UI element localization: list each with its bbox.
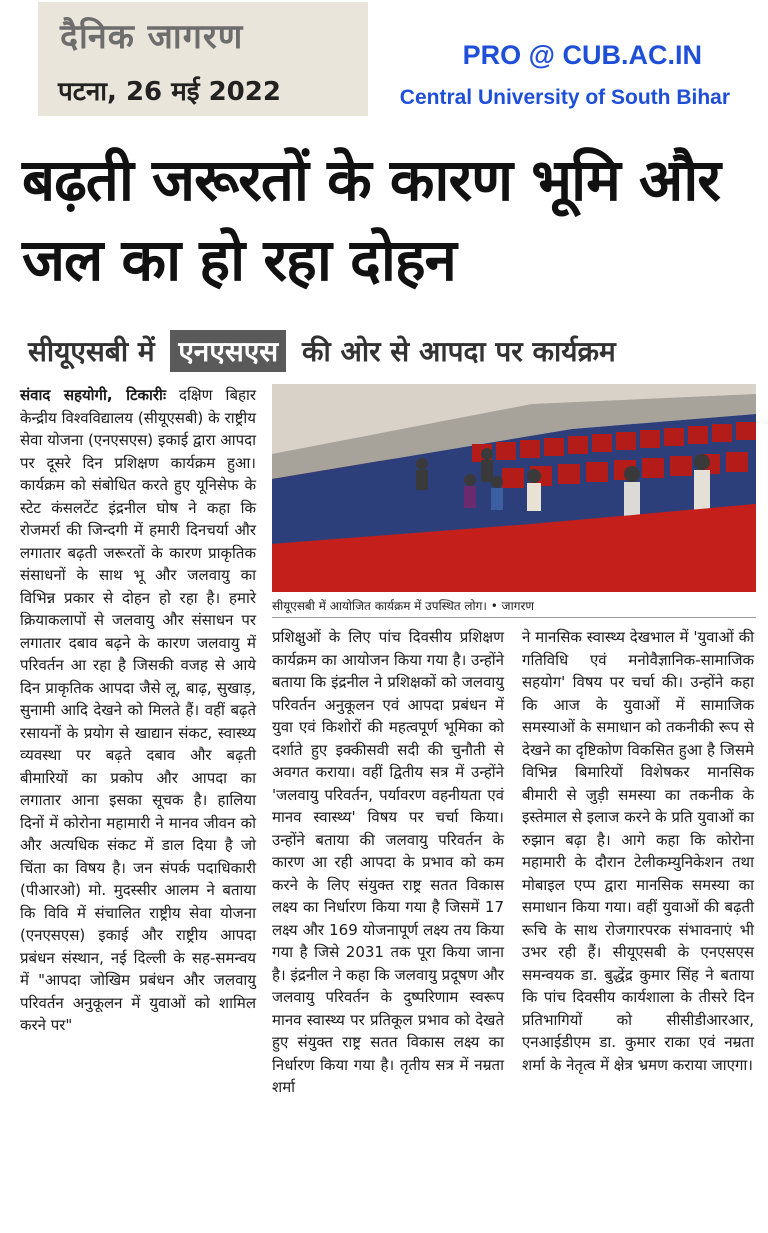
photo-caption: सीयूएसबी में आयोजित कार्यक्रम में उपस्थित लोग। • जागरण <box>272 599 535 613</box>
auditorium-photo-illustration <box>272 384 756 592</box>
dateline: पटना, 26 मई 2022 <box>58 77 281 107</box>
headline: बढ़ती जरूरतों के कारण भूमि और जल का हो रहा दोहन <box>22 146 721 294</box>
masthead <box>38 2 368 116</box>
article-column-1 <box>20 384 256 1037</box>
subheadline <box>28 330 758 372</box>
pro-email: PRO @ CUB.AC.IN <box>462 40 702 70</box>
article-column-3: ने मानसिक स्वास्थ्य देखभाल में 'युवाओं की गतिविधि एवं मनोवैज्ञानिक-सामाजिक सहयोग' विषय पर चर्चा की। उन्होंने कहा कि आज के युवाओं में सामाजिक समस्याओं के समाधान को तकनीकी रूप से देखने का दृष्टिकोण विकसित हुआ है जिसमे विभिन्न बिमारियों विशेषकर मानसिक बीमारी से जुड़ी समस्या का तकनीक के इस्तेमाल से इलाज करने के प्रति युवाओं का रुझान बढ़ा है। आगे कहा कि कोरोना महामारी के दौरान टेलीकम्युनिकेशन तथा मोबाइल एप्प द्वारा मानसिक समस्या का समाधान किया गया। वहीं युवाओं की बढ़ती रूचि के साथ रोजगारपरक संभावनाएं भी उभर रही हैं। सीयूएसबी के एनएसएस समन्वयक डा. बुद्धेंद्र कुमार सिंह ने बताया कि पांच दिवसीय कार्यशाला के तीसरे दिन प्रतिभागियों को सीसीडीआरआर, एनआईडीएम डा. कुमार राका एवं नम्रता शर्मा के नेतृत्व में क्षेत्र भ्रमण कराया जाएगा। <box>522 628 754 1074</box>
column-1-text: दक्षिण बिहार केन्द्रीय विश्वविद्यालय (सीयूएसबी) के राष्ट्रीय सेवा योजना (एनएसएस) इकाई द्वारा आपदा पर दूसरे दिन प्रशिक्षण कार्यक्रम हुआ। कार्यक्रम को संबोधित करते हुए यूनिसेफ के स्टेट कंसलटेंट इंद्रनील घोष ने कहा कि रोजमर्रा की जिन्दगी में हमारी दिनचर्या और लगातार बढ़ती जरूरतों के कारण प्राकृतिक संसाधनों के साथ भू और जलवायु का विभिन्न प्रकार से दोहन हो रहा है। हमारे क्रियाकलापों से जलवायु और संसाधन पर लगातार दबाव बढ़ने के कारण जलवायु में परिवर्तन आ रहा है जिसकी वजह से आये दिन प्राकृतिक आपदा जैसे लू, बाढ़, सुखाड़, सुनामी आदि देखने को मिलते हैं। वहीं बढ़ते रसायनों के प्रयोग से खाद्यान संकट, स्वास्थ्य व्यवस्था पर बढ़ते दबाव और बढ़ती बीमारियों का प्रकोप और आपदा का लगातार आना इसका सूचक है। हालिया दिनों में कोरोना महामारी ने मानव जीवन को और अत्यधिक संकट में डाल दिया है जो चिंता का विषय है। जन संपर्क पदाधिकारी (पीआरओ) मो. मुदस्सीर आलम ने बताया कि विवि में संचालित राष्ट्रीय सेवा योजना (एनएसएस) इकाई और राष्ट्रीय आपदा प्रबंधन संस्थान, नई दिल्ली के सह-समन्वय में "आपदा जोखिम प्रबंधन और जलवायु परिवर्तन अनुकूलन में युवाओं को शामिल करने पर" <box>20 386 256 1034</box>
subhead-box: एनएसएस <box>170 330 286 372</box>
subhead-pre: सीयूएसबी में <box>28 335 155 368</box>
event-photo <box>272 384 756 592</box>
caption-divider <box>272 617 756 618</box>
newspaper-name: दैनिक जागरण <box>60 17 244 57</box>
subhead-post: की ओर से आपदा पर कार्यक्रम <box>301 335 616 368</box>
byline: संवाद सहयोगी, टिकारीः <box>20 386 166 404</box>
article-column-2: प्रशिक्षुओं के लिए पांच दिवसीय प्रशिक्षण कार्यक्रम का आयोजन किया गया है। उन्होंने बताया कि इंद्रनील ने प्रशिक्षकों को जलवायु परिवर्तन अनुकूलन एवं आपदा प्रबंधन में युवा एवं किशोरों की महत्वपूर्ण भूमिका को दर्शाते हुए इक्कीसवी सदी की चुनौती से अवगत कराया। वहीं द्वितीय सत्र में उन्होंने 'जलवायु परिवर्तन, पर्यावरण वहनीयता एवं मानव स्वास्थ्य' विषय पर चर्चा किया। उन्होंने बताया की जलवायु परिवर्तन के कारण आ रही आपदा के प्रभाव को कम करने के लिए संयुक्त राष्ट्र सतत विकास लक्ष्य का निर्धारण किया गया है जिसमें 17 लक्ष्य और 169 योजनापूर्ण लक्ष्य तय किया गया है जिसे 2031 तक पूरा किया जाना है। इंद्रनील ने कहा कि जलवायु प्रदूषण और जलवायु परिवर्तन के दुष्परिणाम स्वरूप मानव स्वास्थ्य पर प्रतिकूल प्रभाव को देखते हुए संयुक्त राष्ट्र सतत विकास लक्ष्य का निर्धारण किया गया है। तृतीय सत्र में नम्रता शर्मा <box>272 628 504 1096</box>
university-name: Central University of South Bihar <box>399 86 730 109</box>
